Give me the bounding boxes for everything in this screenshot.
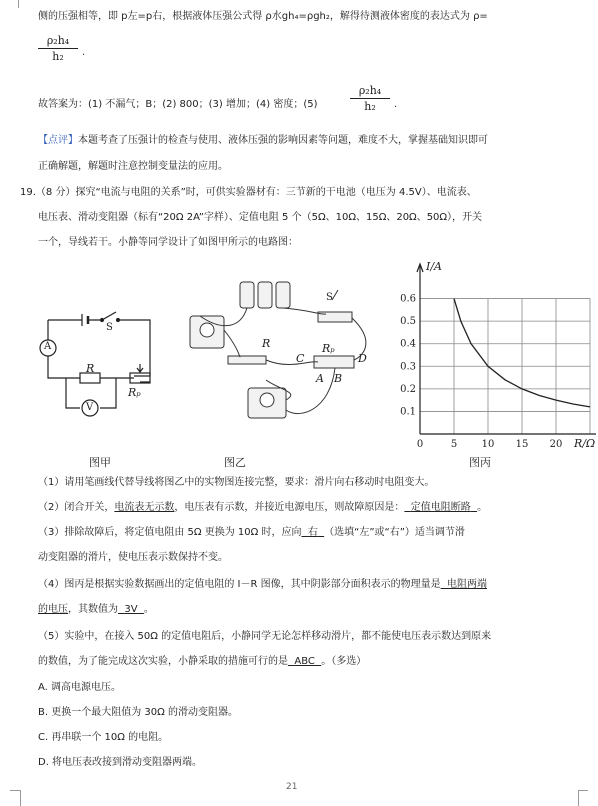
fraction-numerator: ρ₂h₄	[358, 84, 382, 97]
text-segment: （4）图丙是根据实验数据画出的定值电阻的 I－R 图像，其中阴影部分面积表示的物理量是	[38, 579, 441, 590]
comment-line-2: 正确解题，解题时注意控制变量法的应用。	[38, 161, 228, 172]
y-axis-label: I/A	[426, 260, 442, 273]
option-a: A. 调高电源电压。	[38, 682, 122, 693]
fraction-tail: .	[394, 99, 398, 110]
fraction-denominator: h₂	[364, 100, 376, 113]
top-line: 侧的压强相等，即 p左=p右，根据液体压强公式得 ρ水gh₄=ρgh₂，解得待测液体密度的表达式为 ρ=	[38, 11, 488, 22]
answer-blank	[301, 527, 324, 538]
answer-line: 故答案为：(1) 不漏气；B；(2) 800；(3) 增加；(4) 密度；(5)	[38, 99, 318, 110]
sub-question-4	[38, 578, 487, 592]
sub-question-3-cont: 动变阻器的滑片，使电压表示数保持不变。	[38, 552, 228, 563]
fraction-numerator: ρ₂h₄	[46, 34, 70, 47]
answer-text: ABC	[294, 656, 315, 667]
underlined-text: 电流表无示数	[114, 502, 175, 513]
apparatus-diagram-yi	[180, 270, 380, 440]
crop-mark	[20, 790, 21, 806]
sub-question-4-cont: 的电压，其数值为 3V 。	[38, 604, 154, 615]
jia-label-s: S	[106, 322, 113, 333]
crop-mark	[578, 790, 579, 806]
answer-blank	[118, 604, 144, 615]
question-19-line-3: 一个，导线若干。小静等同学设计了如图甲所示的电路图：	[38, 237, 298, 248]
sub-question-2: （2）闭合开关，电流表无示数，电压表有示数，并接近电源电压，则故障原因是： 定值电阻断路 。	[38, 502, 488, 513]
yi-label-c: C	[296, 352, 305, 365]
text-segment: （2）闭合开关，	[38, 502, 115, 513]
answer-blank	[441, 579, 487, 590]
yi-label-s: S	[326, 292, 333, 303]
text-segment: （3）排除故障后，将定值电阻由 5Ω 更换为 10Ω 时，应向	[38, 527, 302, 538]
y-tick-label: 0.3	[400, 361, 416, 373]
text-segment: ，电压表有示数，并接近电源电压，则故障原因是：	[174, 502, 405, 513]
jia-label-a: A	[44, 341, 52, 352]
yi-label-d: D	[358, 352, 367, 365]
y-tick-label: 0.5	[400, 316, 416, 328]
circuit-diagram-jia	[30, 300, 160, 420]
y-tick-label: 0.4	[400, 338, 416, 350]
fraction-tail: .	[82, 47, 86, 58]
fraction-denominator: h₂	[52, 50, 64, 63]
figure-bing-caption: 图丙	[469, 456, 491, 469]
crop-mark	[578, 790, 588, 791]
option-d: D. 将电压表改接到滑动变阻器两端。	[38, 757, 203, 768]
jia-label-r: R	[86, 362, 95, 375]
y-tick-label: 0.1	[400, 406, 416, 418]
x-tick-label: 15	[515, 439, 529, 448]
question-19-line-1: 19.（8 分）探究“电流与电阻的关系”时，可供实验器材有：三节新的干电池（电压为 4.5V）、电流表、	[20, 187, 477, 198]
text-segment: 的数值，为了能完成这次实验，小静采取的措施可行的是	[38, 656, 288, 667]
figure-yi-caption: 图乙	[224, 456, 246, 469]
x-tick-label: 5	[450, 439, 458, 448]
i-r-graph-bing	[398, 258, 598, 448]
answer-text: 定值电阻断路	[410, 502, 471, 513]
answer-blank	[288, 656, 321, 667]
sub-question-1: （1）请用笔画线代替导线将图乙中的实物图连接完整，要求：滑片向右移动时电阻变大。	[38, 477, 435, 488]
jia-label-v: V	[86, 402, 94, 413]
option-b: B. 更换一个最大阻值为 30Ω 的滑动变阻器。	[38, 707, 238, 718]
page-number: 21	[286, 782, 298, 792]
comment-line-1	[38, 134, 488, 148]
y-tick-label: 0.6	[400, 293, 416, 305]
sub-question-5-cont	[38, 655, 366, 669]
answer-text: 的电压	[38, 604, 68, 615]
y-tick-label: 0.2	[400, 383, 416, 395]
yi-label-r: R	[262, 337, 271, 350]
answer-text: 3V	[124, 604, 138, 615]
density-fraction	[38, 34, 78, 63]
sub-question-3	[38, 526, 465, 540]
option-c: C. 再串联一个 10Ω 的电阻。	[38, 732, 169, 743]
answer-text: 右	[307, 527, 318, 538]
text-segment: 。（多选）	[321, 656, 367, 667]
yi-label-b: B	[334, 372, 343, 385]
fraction-bar	[350, 98, 390, 99]
figure-jia-caption: 图甲	[89, 456, 111, 469]
comment-text: 本题考查了压强计的检查与使用、液体压强的影响因素等问题，难度不大，掌握基础知识即可	[78, 135, 488, 146]
text-segment: （选填“左”或“右”）适当调节滑	[324, 527, 465, 538]
yi-label-rp: Rₚ	[322, 342, 335, 355]
x-axis-label: R/Ω	[574, 437, 596, 448]
answer-fraction	[350, 84, 390, 113]
crop-mark	[10, 790, 20, 791]
question-19-line-2: 电压表、滑动变阻器（标有“20Ω 2A”字样）、定值电阻 5 个（5Ω、10Ω、15Ω、20Ω、50Ω），开关	[38, 212, 483, 223]
x-tick-label: 0	[416, 439, 424, 448]
text-segment: ，其数值为	[68, 604, 118, 615]
sub-question-5: （5）实验中，在接入 50Ω 的定值电阻后，小静同学无论怎样移动滑片，都不能使电压表示数达到原来	[38, 631, 492, 642]
answer-text: 电阻两端	[446, 579, 487, 590]
comment-tag: 【点评】	[38, 135, 78, 146]
yi-label-a: A	[316, 372, 324, 385]
fraction-bar	[38, 48, 78, 49]
crop-mark	[18, 0, 19, 8]
answer-blank	[404, 502, 477, 513]
x-tick-label: 10	[481, 439, 495, 448]
x-tick-label: 20	[549, 439, 563, 448]
jia-label-rp: Rₚ	[128, 386, 141, 399]
